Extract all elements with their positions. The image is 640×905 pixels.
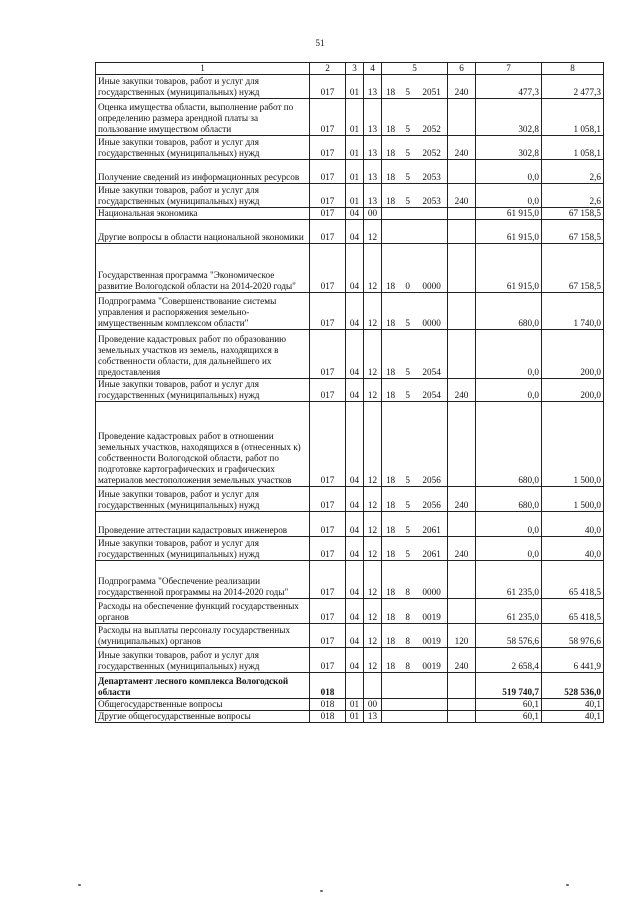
col-4-cell: 00 [364,208,382,220]
col-8-cell: 58 976,6 [542,624,604,648]
col-7-cell: 0,0 [476,330,542,379]
col-7-cell: 519 740,7 [476,673,542,699]
col-8-cell: 1 500,0 [542,487,604,512]
col-4-cell: 12 [364,293,382,330]
col-2-cell: 018 [310,711,346,723]
col-6-cell [448,99,476,136]
col-8-cell: 528 536,0 [542,673,604,699]
target-article-part-3: 2054 [422,367,441,377]
target-article-part-2: 5 [405,390,410,400]
col-3-cell: 01 [346,711,364,723]
col-6-cell [448,512,476,537]
col-2-cell: 017 [310,184,346,208]
col-3-cell: 04 [346,512,364,537]
row-name-cell: Расходы на выплаты персоналу государственных (муниципальных) органов [96,624,310,648]
col-6-cell: 240 [448,75,476,99]
target-article-part-3: 0000 [422,281,441,291]
col-6-cell: 240 [448,379,476,402]
header-row [96,63,604,75]
col-8-cell: 67 158,5 [542,220,604,244]
col-2-cell: 017 [310,75,346,99]
col-6-cell: 120 [448,624,476,648]
target-article-cell [382,711,448,723]
col-4-cell: 13 [364,160,382,184]
col-3-cell: 04 [346,537,364,561]
col-6-cell [448,561,476,599]
target-article-cell [382,220,448,244]
col-3-cell: 01 [346,160,364,184]
page-number: 51 [315,38,325,48]
col-6-cell: 240 [448,537,476,561]
col-7-cell: 61 915,0 [476,220,542,244]
target-article-part-2: 5 [405,148,410,158]
col-4-cell: 12 [364,220,382,244]
target-article-part-3: 0019 [422,612,441,622]
table-row [96,330,604,379]
col-3-cell: 01 [346,75,364,99]
col-4-cell: 12 [364,512,382,537]
col-3-cell: 01 [346,184,364,208]
col-8-cell: 1 500,0 [542,402,604,487]
col-6-cell: 240 [448,136,476,160]
col-8-cell: 6 441,9 [542,648,604,673]
col-4-cell: 12 [364,624,382,648]
table-row [96,244,604,293]
col-3-cell: 04 [346,561,364,599]
col-7-cell: 302,8 [476,99,542,136]
target-article-cell [382,699,448,711]
header-col-5: 5 [382,63,448,75]
header-col-1: 1 [96,63,310,75]
col-2-cell: 017 [310,624,346,648]
table-row [96,293,604,330]
target-article-cell [382,537,448,561]
col-2-cell: 017 [310,379,346,402]
col-8-cell: 200,0 [542,379,604,402]
col-7-cell: 2 658,4 [476,648,542,673]
col-2-cell: 017 [310,293,346,330]
target-article-part-1: 18 [385,390,396,400]
col-7-cell: 0,0 [476,379,542,402]
target-article-part-1: 18 [385,612,396,622]
col-2-cell: 017 [310,487,346,512]
col-6-cell: 240 [448,487,476,512]
col-2-cell: 017 [310,160,346,184]
target-article-cell [382,379,448,402]
col-4-cell: 12 [364,244,382,293]
target-article-cell [382,99,448,136]
col-7-cell: 60,1 [476,699,542,711]
table-row [96,599,604,624]
col-4-cell: 13 [364,99,382,136]
row-name-cell: Иные закупки товаров, работ и услуг для государственных (муниципальных) нужд [96,379,310,402]
target-article-part-2: 5 [405,124,410,134]
target-article-part-2: 8 [405,612,410,622]
col-8-cell: 40,0 [542,537,604,561]
col-4-cell: 13 [364,711,382,723]
target-article-part-1: 18 [385,172,396,182]
row-name-cell: Проведение кадастровых работ в отношении земельных участков, находящихся в (отнесенных к) собственности Вологодской области, работ по подготовке картографических и графических материалов местоположения земельных участков [96,402,310,487]
table-row [96,160,604,184]
target-article-part-1: 18 [385,636,396,646]
target-article-cell [382,244,448,293]
target-article-cell [382,648,448,673]
col-7-cell: 680,0 [476,402,542,487]
target-article-part-2: 0 [405,281,410,291]
header-col-4: 4 [364,63,382,75]
col-2-cell: 017 [310,220,346,244]
col-6-cell [448,699,476,711]
table-row [96,699,604,711]
row-name-cell: Государственная программа "Экономическое развитие Вологодской области на 2014-2020 годы" [96,244,310,293]
col-7-cell: 61 915,0 [476,208,542,220]
table-row [96,402,604,487]
target-article-part-1: 18 [385,281,396,291]
col-7-cell: 680,0 [476,293,542,330]
col-2-cell: 017 [310,99,346,136]
col-3-cell [346,673,364,699]
header-col-2: 2 [310,63,346,75]
header-col-7: 7 [476,63,542,75]
col-6-cell [448,599,476,624]
col-7-cell: 61 915,0 [476,244,542,293]
table-row [96,561,604,599]
header-col-3: 3 [346,63,364,75]
col-3-cell: 01 [346,136,364,160]
col-3-cell: 04 [346,599,364,624]
col-4-cell: 12 [364,487,382,512]
col-6-cell: 240 [448,184,476,208]
target-article-part-1: 18 [385,148,396,158]
scan-mark [78,884,81,886]
row-name-cell: Проведение кадастровых работ по образованию земельных участков из земель, находящихся в собственности области, для дальнейшего их предоставления [96,330,310,379]
row-name-cell: Другие вопросы в области национальной экономики [96,220,310,244]
col-4-cell: 12 [364,537,382,561]
col-2-cell: 017 [310,330,346,379]
target-article-cell [382,184,448,208]
col-3-cell: 04 [346,220,364,244]
col-3-cell: 04 [346,402,364,487]
target-article-cell [382,75,448,99]
target-article-part-1: 18 [385,124,396,134]
row-name-cell: Проведение аттестации кадастровых инженеров [96,512,310,537]
table-body [96,75,604,723]
target-article-part-2: 5 [405,318,410,328]
col-6-cell [448,711,476,723]
row-name-cell: Расходы на обеспечение функций государственных органов [96,599,310,624]
col-7-cell: 0,0 [476,184,542,208]
target-article-part-1: 18 [385,525,396,535]
target-article-part-3: 2051 [422,87,441,97]
col-4-cell: 00 [364,699,382,711]
row-name-cell: Подпрограмма "Совершенствование системы управления и распоряжения земельно-имущественным комплексом области" [96,293,310,330]
col-3-cell: 01 [346,99,364,136]
target-article-part-2: 8 [405,587,410,597]
target-article-part-1: 18 [385,87,396,97]
col-8-cell: 200,0 [542,330,604,379]
target-article-part-1: 18 [385,661,396,671]
target-article-cell [382,293,448,330]
col-2-cell: 017 [310,648,346,673]
col-3-cell: 04 [346,293,364,330]
table-row [96,136,604,160]
table-row [96,220,604,244]
table-row [96,184,604,208]
target-article-cell [382,673,448,699]
col-4-cell: 13 [364,75,382,99]
col-7-cell: 0,0 [476,537,542,561]
col-7-cell: 61 235,0 [476,561,542,599]
budget-table [95,62,604,723]
col-8-cell: 1 740,0 [542,293,604,330]
target-article-part-3: 2056 [422,500,441,510]
row-name-cell: Департамент лесного комплекса Вологодской области [96,673,310,699]
col-8-cell: 40,1 [542,699,604,711]
target-article-part-3: 0000 [422,587,441,597]
row-name-cell: Иные закупки товаров, работ и услуг для государственных (муниципальных) нужд [96,184,310,208]
col-8-cell: 65 418,5 [542,561,604,599]
target-article-cell [382,512,448,537]
row-name-cell: Национальная экономика [96,208,310,220]
col-7-cell: 60,1 [476,711,542,723]
row-name-cell: Иные закупки товаров, работ и услуг для государственных (муниципальных) нужд [96,136,310,160]
col-4-cell: 12 [364,561,382,599]
col-8-cell: 2 477,3 [542,75,604,99]
target-article-part-3: 2053 [422,172,441,182]
col-2-cell: 017 [310,136,346,160]
col-6-cell [448,220,476,244]
target-article-part-3: 2061 [422,525,441,535]
header-col-8: 8 [542,63,604,75]
target-article-cell [382,599,448,624]
target-article-part-1: 18 [385,475,396,485]
table-row [96,537,604,561]
col-8-cell: 2,6 [542,160,604,184]
target-article-part-1: 18 [385,196,396,206]
col-7-cell: 477,3 [476,75,542,99]
col-8-cell: 67 158,5 [542,244,604,293]
target-article-part-3: 2052 [422,124,441,134]
target-article-cell [382,208,448,220]
col-8-cell: 1 058,1 [542,136,604,160]
target-article-part-2: 8 [405,636,410,646]
col-4-cell [364,673,382,699]
col-4-cell: 12 [364,379,382,402]
target-article-cell [382,402,448,487]
col-7-cell: 58 576,6 [476,624,542,648]
col-4-cell: 12 [364,330,382,379]
target-article-part-3: 2053 [422,196,441,206]
target-article-part-2: 5 [405,525,410,535]
col-8-cell: 40,1 [542,711,604,723]
target-article-cell [382,160,448,184]
target-article-part-1: 18 [385,367,396,377]
target-article-part-3: 2054 [422,390,441,400]
row-name-cell: Иные закупки товаров, работ и услуг для государственных (муниципальных) нужд [96,487,310,512]
col-6-cell [448,293,476,330]
row-name-cell: Подпрограмма "Обеспечение реализации государственной программы на 2014-2020 годы" [96,561,310,599]
col-3-cell: 04 [346,208,364,220]
col-8-cell: 2,6 [542,184,604,208]
col-6-cell [448,208,476,220]
col-7-cell: 680,0 [476,487,542,512]
col-8-cell: 40,0 [542,512,604,537]
target-article-part-2: 5 [405,549,410,559]
target-article-part-3: 2052 [422,148,441,158]
col-3-cell: 04 [346,330,364,379]
row-name-cell: Оценка имущества области, выполнение работ по определению размера арендной платы за пользование имуществом области [96,99,310,136]
row-name-cell: Другие общегосударственные вопросы [96,711,310,723]
target-article-part-2: 8 [405,661,410,671]
table-row [96,648,604,673]
col-3-cell: 04 [346,244,364,293]
table-row [96,711,604,723]
row-name-cell: Иные закупки товаров, работ и услуг для государственных (муниципальных) нужд [96,75,310,99]
target-article-part-2: 5 [405,87,410,97]
table-row [96,208,604,220]
col-3-cell: 04 [346,379,364,402]
col-4-cell: 12 [364,648,382,673]
table-row [96,673,604,699]
table-row [96,487,604,512]
col-3-cell: 04 [346,648,364,673]
target-article-part-1: 18 [385,318,396,328]
target-article-part-1: 18 [385,587,396,597]
table-row [96,512,604,537]
col-8-cell: 67 158,5 [542,208,604,220]
col-6-cell [448,402,476,487]
target-article-part-2: 5 [405,475,410,485]
col-7-cell: 0,0 [476,160,542,184]
target-article-part-2: 5 [405,500,410,510]
col-3-cell: 04 [346,487,364,512]
col-2-cell: 017 [310,208,346,220]
table-row [96,75,604,99]
row-name-cell: Иные закупки товаров, работ и услуг для государственных (муниципальных) нужд [96,648,310,673]
target-article-part-2: 5 [405,196,410,206]
scan-mark [320,890,323,892]
col-2-cell: 018 [310,699,346,711]
col-7-cell: 0,0 [476,512,542,537]
col-8-cell: 65 418,5 [542,599,604,624]
row-name-cell: Получение сведений из информационных ресурсов [96,160,310,184]
col-6-cell: 240 [448,648,476,673]
col-4-cell: 12 [364,402,382,487]
target-article-part-3: 2061 [422,549,441,559]
col-8-cell: 1 058,1 [542,99,604,136]
table-row [96,379,604,402]
table-row [96,624,604,648]
scan-mark [566,884,569,886]
target-article-part-2: 5 [405,172,410,182]
row-name-cell: Иные закупки товаров, работ и услуг для государственных (муниципальных) нужд [96,537,310,561]
col-6-cell [448,330,476,379]
col-6-cell [448,244,476,293]
col-4-cell: 13 [364,184,382,208]
col-6-cell [448,673,476,699]
target-article-part-1: 18 [385,549,396,559]
col-2-cell: 017 [310,561,346,599]
col-7-cell: 302,8 [476,136,542,160]
col-4-cell: 12 [364,599,382,624]
col-6-cell [448,160,476,184]
row-name-cell: Общегосударственные вопросы [96,699,310,711]
col-7-cell: 61 235,0 [476,599,542,624]
target-article-part-3: 2056 [422,475,441,485]
target-article-cell [382,561,448,599]
target-article-cell [382,624,448,648]
target-article-cell [382,136,448,160]
col-3-cell: 04 [346,624,364,648]
target-article-cell [382,487,448,512]
header-col-6: 6 [448,63,476,75]
target-article-part-3: 0019 [422,661,441,671]
col-2-cell: 017 [310,537,346,561]
target-article-part-2: 5 [405,367,410,377]
col-2-cell: 017 [310,599,346,624]
col-2-cell: 017 [310,244,346,293]
col-2-cell: 017 [310,512,346,537]
target-article-part-3: 0000 [422,318,441,328]
table-row [96,99,604,136]
target-article-part-3: 0019 [422,636,441,646]
target-article-cell [382,330,448,379]
col-3-cell: 01 [346,699,364,711]
col-2-cell: 018 [310,673,346,699]
col-2-cell: 017 [310,402,346,487]
col-4-cell: 13 [364,136,382,160]
target-article-part-1: 18 [385,500,396,510]
